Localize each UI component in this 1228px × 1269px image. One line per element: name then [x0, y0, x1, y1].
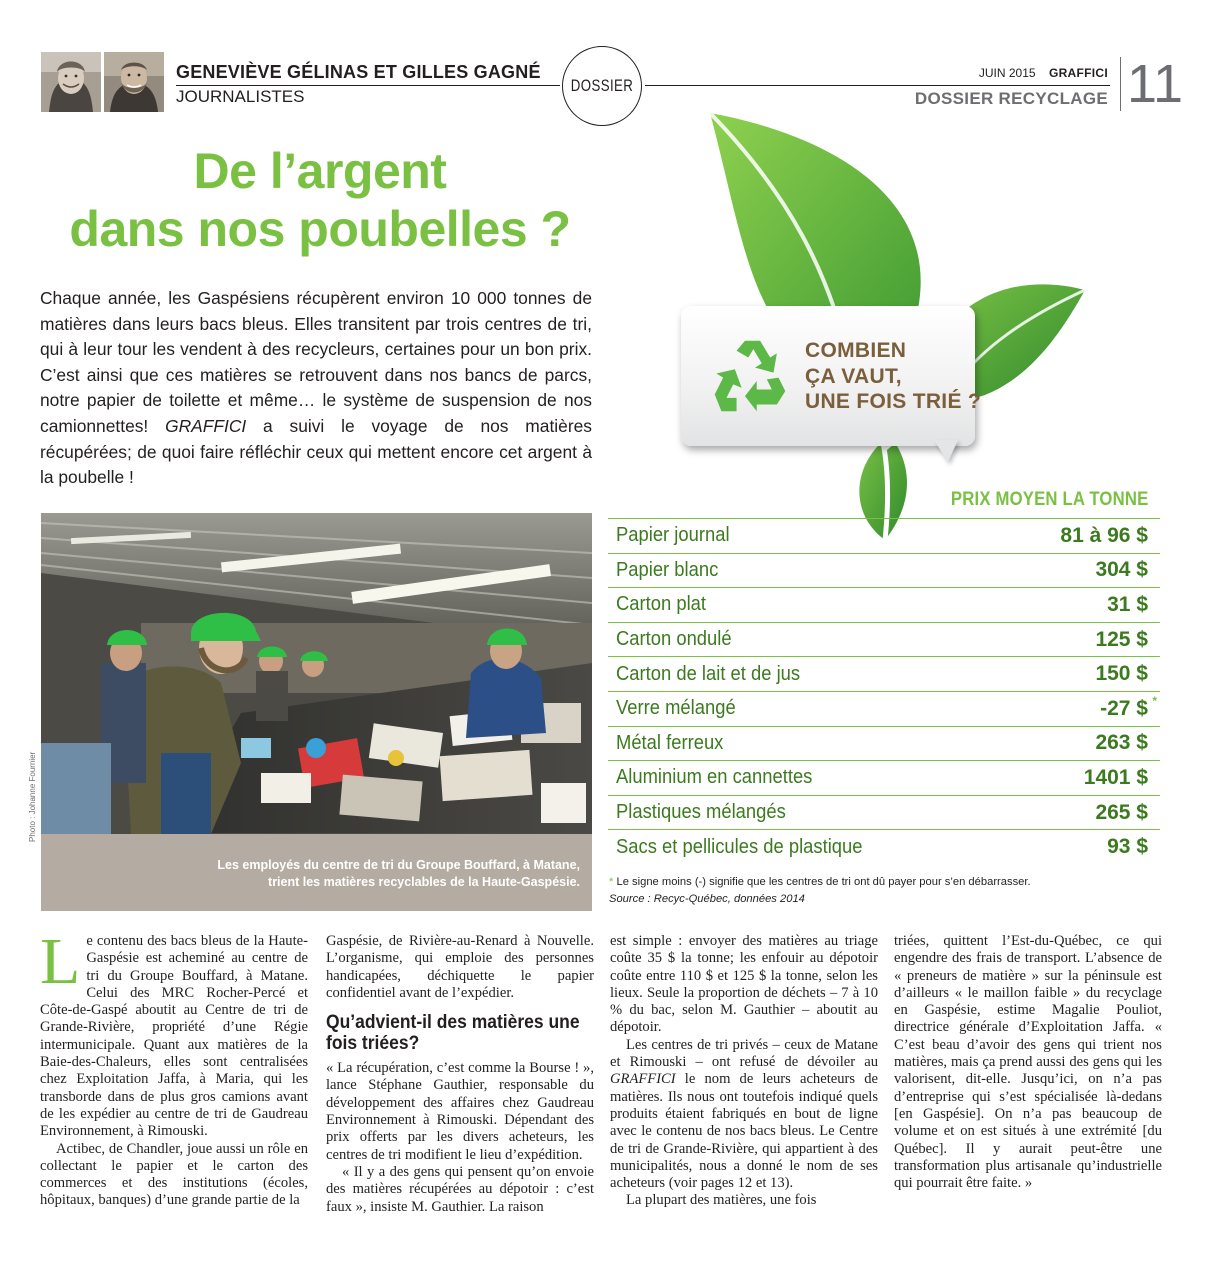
price-row: [608, 691, 1160, 726]
issue-line: [979, 66, 1108, 80]
price-item-value: [1095, 662, 1148, 686]
price-row: [608, 587, 1160, 622]
footnote-star: *: [609, 876, 614, 888]
header-rule-right: [645, 85, 1110, 86]
price-item-value: [1095, 731, 1148, 755]
publication-name: GRAFFICI: [1048, 66, 1108, 80]
body-p3: Gaspésie, de Rivière-au-Renard à Nouvelle. L’organisme, qui emploie des personnes handicapées, déchiquette le papier confidentiel avant de l’expédier.: [326, 933, 594, 1001]
header-rule-left: [176, 85, 560, 86]
callout-line1: COMBIEN: [805, 339, 907, 362]
price-table-header: PRIX MOYEN LA TONNE: [950, 489, 1148, 510]
intro-text-1: Chaque année, les Gaspésiens récupèrent environ 10 000 tonnes de matières dans leurs bacs bleus. Elles transitent par trois centres de tri, qui à leur tour les vendent à des recycleurs, certaines pour un bon prix. C’est ainsi que ces matières se retrouvent dans nos bancs de parcs, notre papier de toilette et même… le système de suspension de nos camionnettes!: [40, 288, 592, 436]
body-p1: e contenu des bacs bleus de la Haute-Gaspésie est acheminé au centre de tri du Groupe Bouffard, à Matane. Celui des MRC Rocher-Percé et Côte-de-Gaspé aboutit au Centre de tri de Grande-Rivière, propriété d’une Régie intermunicipale. Quant aux matières de la Baie-des-Chaleurs, elles sont centralisées chez Exploitation Jaffa, à Maria, qui les transborde dans de plus gros camions avant de les expédier au centre de tri de Gaudreau Environnement, à Rimouski.: [40, 933, 308, 1140]
body-column-4: [894, 933, 1162, 1192]
body-column-3: [610, 933, 878, 1210]
article-title: [40, 142, 600, 258]
price-value-text: 1401 $: [1083, 765, 1148, 789]
price-item-value: [1107, 593, 1148, 617]
body-p8: La plupart des matières, une fois: [626, 1192, 817, 1209]
body-column-2: [326, 933, 594, 1216]
price-row: [608, 795, 1160, 830]
intro-text-2: a suivi le voyage de nos matières récupérées; de quoi faire réfléchir ceux qui mettent encore cet argent à la poubelle !: [40, 415, 592, 488]
price-item-value: [1084, 766, 1148, 790]
photo-caption: [217, 857, 580, 891]
table-source: Source : Recyc-Québec, données 2014: [609, 893, 805, 905]
price-item-name: Carton plat: [616, 593, 707, 616]
price-value-text: -27 $: [1100, 696, 1148, 720]
price-value-text: 31 $: [1107, 592, 1148, 616]
author-photo-genevieve: [41, 52, 101, 112]
price-item-value: [1095, 628, 1148, 652]
body-p7-publication: GRAFFICI: [610, 1071, 676, 1088]
price-item-name: Papier journal: [616, 524, 730, 547]
callout-text: [805, 338, 981, 415]
body-p6: est simple : envoyer des matières au triage coûte 35 $ la tonne; les enfouir au dépotoir coûte entre 110 $ et 125 $ la tonne, selon les lieux. Seule la proportion de déchets – 7 à 10 % du bac, selon M. Gauthier – aboutit au dépotoir.: [610, 933, 878, 1036]
recycle-icon: [708, 334, 792, 418]
price-value-text: 150 $: [1095, 662, 1148, 686]
price-item-name: Papier blanc: [616, 558, 719, 581]
body-p7-text-2: le nom de leurs acheteurs de matières. Ils nous ont toutefois indiqué quels produits étaient fabriqués en bout de ligne avec le contenu de nos bacs bleus. Le Centre de tri de Grande-Rivière, qui appartient à des municipalités, nous a donné le nom de ses acheteurs (voir pages 12 et 13).: [610, 1071, 878, 1192]
price-row: [608, 760, 1160, 795]
price-value-text: 304 $: [1095, 558, 1148, 582]
photo-caption-box: [41, 834, 592, 911]
price-value-text: 125 $: [1095, 627, 1148, 651]
body-column-1: [40, 925, 308, 1210]
caption-line1: Les employés du centre de tri du Groupe Bouffard, à Matane,: [217, 858, 580, 872]
author-names: GENEVIÈVE GÉLINAS ET GILLES GAGNÉ: [176, 62, 541, 82]
price-item-name: Carton de lait et de jus: [616, 662, 801, 685]
sorting-center-photo: [41, 513, 592, 834]
price-item-name: Sacs et pellicules de plastique: [616, 835, 863, 858]
section-label: DOSSIER RECYCLAGE: [914, 89, 1108, 108]
page-number: 11: [1120, 57, 1160, 111]
price-row: [608, 622, 1160, 657]
price-item-value: [1095, 558, 1148, 582]
price-item-name: Carton ondulé: [616, 628, 732, 651]
price-row: [608, 726, 1160, 761]
article-title-line2: dans nos poubelles ?: [69, 201, 571, 257]
table-footnote: [609, 876, 1031, 888]
price-row: [608, 553, 1160, 588]
price-item-value: [1060, 524, 1148, 548]
body-p7: [610, 1037, 878, 1193]
author-photo-gilles: [104, 52, 164, 112]
body-p4: « La récupération, c’est comme la Bourse ! », lance Stéphane Gauthier, responsable du développement des affaires chez Gaudreau Environnement à Rimouski. Dépendant des prix offerts par les divers acheteurs, les centres de tri modifient le lieu d’expédition.: [326, 1060, 594, 1163]
dossier-badge-label: DOSSIER: [570, 76, 634, 95]
article-title-line1: De l’argent: [193, 143, 447, 199]
price-row: [608, 656, 1160, 691]
price-value-text: 81 à 96 $: [1060, 523, 1148, 547]
intro-publication: GRAFFICI: [165, 415, 247, 436]
callout-tail: [934, 440, 958, 462]
caption-line2: trient les matières recyclables de la Haute-Gaspésie.: [268, 875, 580, 889]
body-p7-text-1: Les centres de tri privés – ceux de Matane et Rimouski – ont refusé de dévoiler au: [610, 1036, 878, 1071]
price-item-value: [1095, 801, 1148, 825]
price-row: [608, 518, 1160, 553]
price-table: [608, 518, 1160, 864]
dropcap: L: [40, 925, 81, 998]
price-item-value: [1107, 835, 1148, 859]
price-item-name: Aluminium en cannettes: [616, 766, 813, 789]
callout-line2: ÇA VAUT,: [805, 364, 902, 388]
issue-date: JUIN 2015: [978, 66, 1036, 80]
body-subhead: Qu’advient-il des matières une fois triées?: [326, 1012, 580, 1055]
price-item-name: Verre mélangé: [616, 697, 736, 720]
price-item-name: Métal ferreux: [616, 731, 724, 754]
price-item-name: Plastiques mélangés: [616, 801, 786, 824]
price-row: [608, 829, 1160, 864]
author-role: JOURNALISTES: [176, 87, 305, 106]
body-p9: triées, quittent l’Est-du-Québec, ce qui engendre des frais de transport. L’absence de « preneurs de matière » sur la péninsule est d’ailleurs « le maillon faible » du recyclage en Gaspésie, estime Magalie Pouliot, directrice générale d’Exploitation Jaffa. « C’est beau d’avoir des gens qui trient nos matières, mais ça prend aussi des gens qui les valorisent, dit-elle. Jusqu’ici, on n’a pas d’entreprise qui s’est spécialisée là-dedans [en Gaspésie]. On n’a pas beaucoup de volume et on est situés à une extrémité [du Québec]. Il y aurait peut-être une transformation plus artisanale qu’industrielle qui pourrait être faite. »: [894, 933, 1162, 1192]
body-p2: Actibec, de Chandler, joue aussi un rôle en collectant le papier et le carton des commerces et des institutions (écoles, hôpitaux, banques) d’une grande partie de la: [40, 1140, 308, 1209]
price-value-text: 265 $: [1095, 800, 1148, 824]
price-value-text: 263 $: [1095, 731, 1148, 755]
photo-credit: Photo : Johanne Fournier: [28, 751, 37, 842]
dossier-badge: [562, 46, 642, 126]
callout-line3: UNE FOIS TRIÉ ?: [805, 390, 982, 413]
price-footnote-star: *: [1152, 693, 1157, 708]
price-value-text: 93 $: [1107, 835, 1148, 859]
body-p5: « Il y a des gens qui pensent qu’on envoie des matières récupérées au dépotoir : c’est faux », insiste M. Gauthier. La raison: [326, 1163, 594, 1215]
price-item-value: [1100, 693, 1157, 721]
footnote-text: Le signe moins (-) signifie que les centres de tri ont dû payer pour s’en débarrasser.: [613, 876, 1031, 888]
article-intro: [40, 286, 592, 491]
